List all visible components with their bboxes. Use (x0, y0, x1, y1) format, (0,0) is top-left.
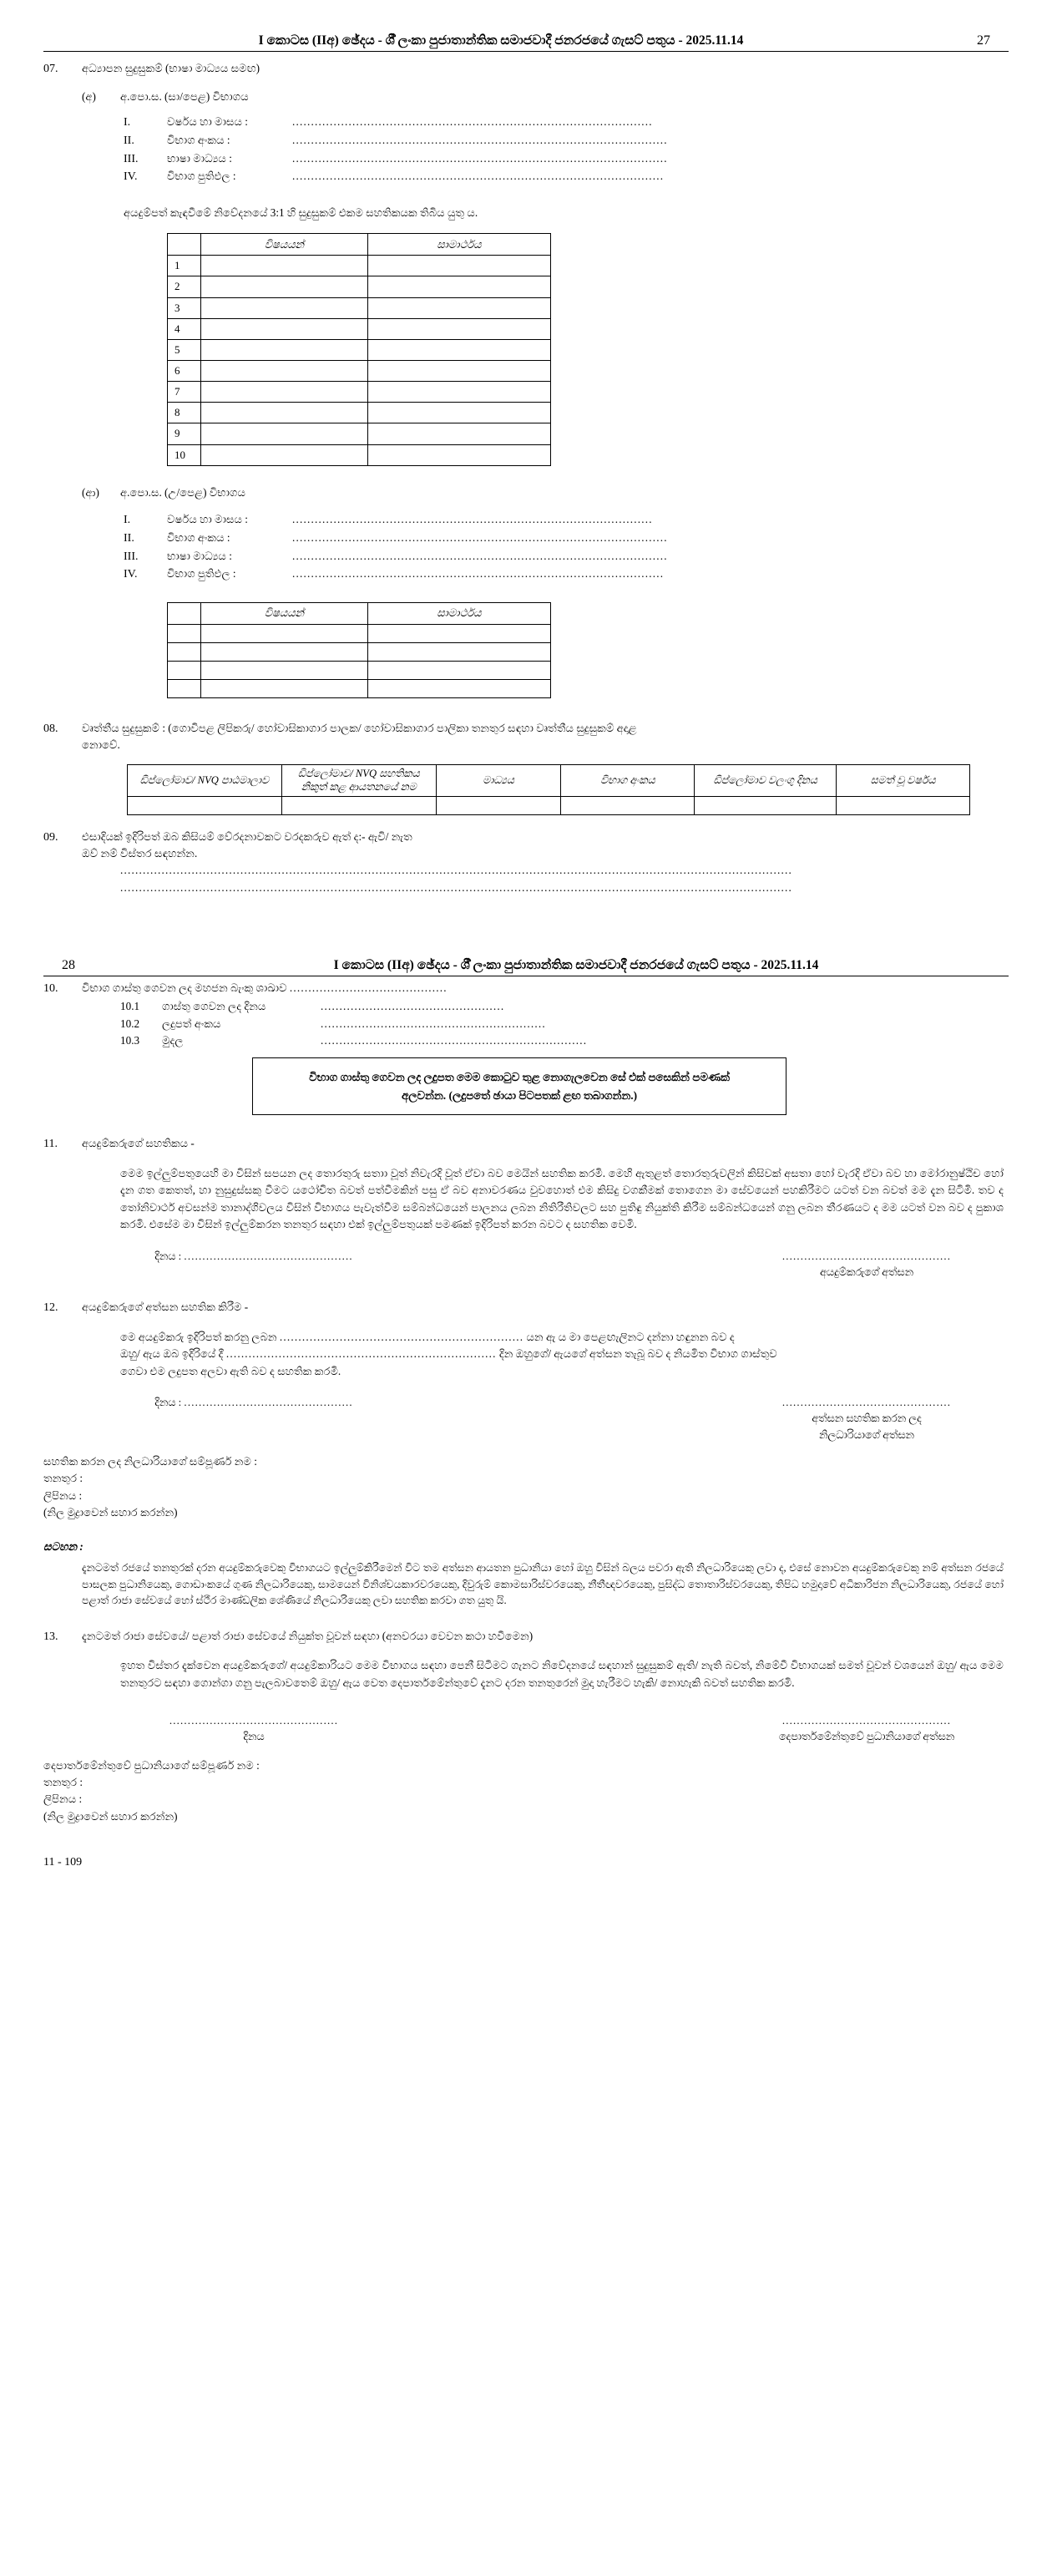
cell-issuing-institute[interactable] (281, 796, 436, 814)
cell-grade[interactable] (367, 361, 550, 382)
item-08 (43, 720, 1009, 754)
field-label: භාෂා මාධ්‍යය : (167, 549, 232, 562)
dept-head-address: ලිපිනය : (43, 1793, 83, 1806)
cell-exam-number[interactable] (561, 796, 695, 814)
sub-label: ගාස්තු ගෙවන ලද දිනය (162, 1000, 266, 1013)
sub-dots[interactable]: ................................................. (321, 1000, 505, 1013)
cell-diploma-course[interactable] (128, 796, 282, 814)
item-13-number: 13. (43, 1630, 58, 1643)
note-text: දැනටමත් රජයේ තනතුරක් දරන අයදුම්කරුවෙකු විභාගයට ඉල්ලුම්කිරීමෙන් විට තම අත්සන ආයතන පුධානියා හෝ ඔහු විසින් බලය පවරා ඇති නිලධාරියෙකු ලවා ද, එසේ නොවන අයදුම්කරුවෙකු නම් අත්සන රජයේ පාසලක පුධානියෙකු, ගොඩාංකයේ ගුණ නිලධාරියෙකු, සාමයෙන් විනිශ්චයකාරවරයෙකු, දිවුරුම් කොමසාරිස්වරයෙකු, නීතීඥවරයෙකු, පුසිද්ධ තොතාරිස්වරයෙකු, තිපිධ හමුදාවේ අධිකාරිජන නිලධාරියෙකු, රජයේ හෝ පළාත් රාජා සේවයේ හෝ ස්ථීර මාණ්ඩලික ශේණියේ නිලධාරියෙකු ලවා සහතික කරවා ගත යුතු යි. (82, 1562, 1004, 1607)
field-row (124, 114, 1009, 132)
table-row (168, 361, 551, 382)
th-issuing-institute: ඩිප්ලෝමාව/ NVQ සහතිකය නිකුත් කළ ආයතනයේ නම (281, 764, 436, 796)
cell-subject[interactable] (201, 679, 368, 697)
field-dotted-line[interactable]: .................................................................................................... (292, 133, 668, 146)
table-body (128, 796, 970, 814)
table-row (168, 624, 551, 642)
cell-subject[interactable] (201, 642, 368, 661)
table-row (168, 382, 551, 403)
table-row (168, 339, 551, 360)
item-12-line1 (120, 1329, 1009, 1346)
signature-dots[interactable]: .............................................. (781, 1715, 952, 1727)
date-dots[interactable]: .............................................. (184, 1250, 353, 1262)
th-medium: මාධ්‍යය (436, 764, 561, 796)
item-07-title: අධ්‍යාපන සුදුසුකම් (භාෂා මාධ්‍යය සමඟ) (82, 62, 260, 74)
row-index: 6 (168, 361, 201, 382)
item-12-number: 12. (43, 1301, 58, 1315)
item-10-sub (120, 1032, 1009, 1049)
field-numeral: IV. (124, 568, 138, 581)
item-13 (43, 1628, 1009, 1646)
row-index: 2 (168, 276, 201, 297)
signature-dots[interactable]: .............................................. (781, 1250, 952, 1262)
sub-label: ලදුපත් අංකය (162, 1017, 221, 1030)
sub-a-note: අයදුම්පත් කැඳවීමේ නිවේදනයේ 3:1 හි සුදුසුකම් එකම සහතිකයක තිබිය යුතු ය. (124, 205, 478, 219)
item-12-title: අයදුම්කරුගේ අත්සන සහතික කිරීම - (82, 1301, 249, 1314)
item-11-date-block (120, 1249, 387, 1280)
cell-subject[interactable] (201, 444, 368, 465)
date-dots[interactable]: .............................................. (184, 1397, 353, 1409)
cell-grade[interactable] (367, 276, 550, 297)
cell-grade[interactable] (367, 661, 550, 679)
cell-grade[interactable] (367, 297, 550, 318)
item-11-declaration: මෙම ඉල්ලුම්පතුයෙහි මා විසින් සපයන ලද තොරතුරු සතාා වූත් නිවැරදි වූත් ඒවා බව මෙයින් සහතික කරමි. මෙහි ඇතුළත් තොරතුරුවලින් කිසිවක් අසතා හෝ වැරදි ඒවා බව හා මෝරානුෂ්ඨිච හෝ දැන ගත කෙතත්, හා නුසුදුස්සකු වීමට යථෝචිත බවත් පත්වීමකින් පසු ඒ බව අනාවරණය වුවහොත් එම කිසිදු වගකීමක් තොගෙන මා සේවයෙන් පහකිරීමට යටත් වන බවත් මම දැන සිටිමි. තව ද තෝනිවාර්ථ අවසන්ම තානාද්ගිවලය විසින් විභාගය පැවැත්වීම සම්බන්ධයෙන් පාලනය ලබන නිතිරීතිවලට සහ පුතිඳු නියුක්ති කිරීම සම්බන්ධයෙන් ගනු ලබන තීරණයට ද මම යටත් වන බව ද පුකාශ කරමි. එසේම මා විසින් ඉල්ලුම්කරන තනතුර සඳහා එක් ඉල්ලුම්පතුයක් පමණක් ඉදිරිපත් කරන බවට ද සහතික වෙමි. (120, 1167, 1004, 1231)
row-index: 1 (168, 256, 201, 276)
cell-subject[interactable] (201, 403, 368, 423)
field-dotted-line[interactable]: ................................................................................................... (292, 567, 665, 581)
cell-valid-date[interactable] (695, 796, 837, 814)
row-index: 9 (168, 423, 201, 444)
field-numeral: II. (124, 134, 134, 147)
line2-suffix: දින ඔහුගේ/ ඇයගේ අත්සන තැබූ බව ද නියමිත විභාග ගාස්තුව (498, 1347, 777, 1361)
date-label: දිනය : (154, 1397, 182, 1409)
row-index[interactable] (168, 661, 201, 679)
cell-subject[interactable] (201, 361, 368, 382)
dept-head-rank: තනතුර : (43, 1776, 83, 1789)
certifying-officer-rank: තනතුර : (43, 1472, 83, 1485)
field-dotted-line[interactable]: ................................................................................................ (292, 115, 653, 129)
line2-prefix: ඔහු/ ඇය ඔබ ඉදිරියේ දී (120, 1347, 224, 1361)
th-exam-number: විභාග අංකය (561, 764, 695, 796)
table-al-subjects (167, 602, 551, 698)
table-body (168, 256, 551, 465)
item-07-sub-a (43, 89, 1009, 105)
row-index: 7 (168, 382, 201, 403)
table-body (168, 624, 551, 697)
item-10 (43, 980, 1009, 998)
cell-grade[interactable] (367, 339, 550, 360)
item-11-signature-block (733, 1249, 1000, 1280)
cell-subject[interactable] (201, 256, 368, 276)
th-valid-date: ඩිප්ලෝමාව වලංගු දිනය (695, 764, 837, 796)
th-grade: සාමාර්ථය (367, 602, 550, 624)
sub-a-fields (43, 114, 1009, 186)
th-subjects: විෂයයන් (201, 234, 368, 256)
field-row (124, 530, 1009, 548)
th-subjects: විෂයයන් (201, 602, 368, 624)
sub-b-title: අ.පො.ස. (උ/පෙළ) විභාගය (120, 485, 245, 499)
field-dotted-line[interactable]: .................................................................................................... (292, 549, 668, 562)
item-10-sub (120, 998, 1009, 1015)
field-label: විභාග අංකය : (167, 133, 230, 146)
table-header-row (168, 234, 551, 256)
field-row (124, 150, 1009, 169)
table-row (168, 423, 551, 444)
signature-caption-line2: නිලධාරියාගේ අත්සන (819, 1428, 914, 1441)
table-row (168, 642, 551, 661)
field-numeral: I. (124, 116, 131, 129)
header-title: I කොටස (IIඅ) ඡේදය - ශී් ලංකා පුජාතාන්තික සමාජවාදී ජනරජයේ ගැසට් පතුය - 2025.11.14 (258, 33, 744, 48)
field-row (124, 168, 1009, 186)
field-dotted-line[interactable]: ................................................................................................... (292, 170, 665, 183)
sub-a-marker: (අ) (82, 89, 96, 103)
cell-passed-year[interactable] (837, 796, 970, 814)
item-07 (43, 60, 1009, 79)
certifying-officer-seal: (නිල මුද්‍රාවෙන් සහාර කරන්න) (43, 1506, 178, 1519)
table-row (168, 444, 551, 465)
row-index: 5 (168, 339, 201, 360)
field-numeral: I. (124, 514, 131, 527)
th-passed-year: සමත් වූ වර්ෂය (837, 764, 970, 796)
row-index: 3 (168, 297, 201, 318)
item-12-line2 (120, 1346, 1009, 1362)
item-07-number: 07. (43, 63, 58, 75)
item-12-line3: ගෙවා එම ලදුපත අලවා ඇති බව ද සහතික කරමි. (120, 1364, 341, 1377)
dept-head-name: දෙපාර්තමේන්තුවේ පුධානියාගේ සම්පූර්ණ නම : (43, 1758, 260, 1772)
field-row (124, 565, 1009, 584)
field-label: විභාග පුතිඵල : (167, 170, 236, 183)
item-09-dots-2[interactable]: ................................................................................................................................................................................... (120, 880, 792, 894)
footer-code: 11 - 109 (43, 1856, 83, 1869)
note-label: සටහන : (43, 1539, 83, 1553)
item-09-line1: එසාදියක් ඉදිරිපත් ඔබ කිසියම් වේරදනාවකට වරදකරුව ඇත් ද:- ඇවි/ නැත (82, 829, 412, 843)
cell-grade[interactable] (367, 256, 550, 276)
item-09-line2: ඔව් නම් විස්තර සඳහන්න. (82, 847, 198, 860)
date-label: දිනය : (154, 1250, 182, 1262)
row-index: 8 (168, 403, 201, 423)
cell-subject[interactable] (201, 339, 368, 360)
item-13-signature-block (733, 1713, 1000, 1745)
item-09-dots-1[interactable]: ................................................................................................................................................................................... (120, 864, 792, 877)
line1-prefix: මෙ අයදුම්කරු ඉදිරිපත් කරනු ලබන (120, 1330, 277, 1343)
cell-subject[interactable] (201, 276, 368, 297)
item-08-text-line1: වෘත්තීය සුදුසුකම් : (ගොවිපළ ලිපිකරු/ හෝවාසිකාගාර පාලක/ හෝවාසිකාගාර පාලිකා තනතුර සඳහා වෘත්තීය සුදුසුකම් අදාළ (82, 721, 637, 734)
item-08-text-line2: නොවේ. (82, 738, 120, 752)
item-10-label: විභාග ගාස්තු ගෙවන ලද මහජන බැංකු ශාඛාව (82, 981, 287, 995)
field-dotted-line[interactable]: .................................................................................................... (292, 151, 668, 165)
item-07-sub-b (43, 484, 1009, 501)
cell-grade[interactable] (367, 624, 550, 642)
certifying-officer-name: සහතික කරන ලද නිලධාරියාගේ සම්පූර්ණ නම : (43, 1454, 257, 1468)
field-numeral: III. (124, 152, 139, 165)
cell-medium[interactable] (436, 796, 561, 814)
table-row (168, 403, 551, 423)
field-numeral: IV. (124, 170, 138, 184)
table-row (168, 297, 551, 318)
field-numeral: II. (124, 531, 134, 545)
page-number-28: 28 (62, 958, 75, 973)
receipt-note-line2: අලවන්න. (ලදුපතේ ඡායා පිටපතක් ළඟ තබාගන්න.) (401, 1088, 638, 1102)
certifying-officer-address: ලිපිනය : (43, 1488, 83, 1502)
item-11-number: 11. (43, 1138, 58, 1151)
cell-grade[interactable] (367, 382, 550, 403)
cell-subject[interactable] (201, 297, 368, 318)
cell-grade[interactable] (367, 423, 550, 444)
table-row (168, 318, 551, 339)
item-13-title: දැනටමත් රාජා සේවයේ/ පළාත් රාජා සේවයේ නියුක්ත වූවන් සඳහා (අනවරයා වෙවන කථා හවීමෙන) (82, 1629, 534, 1642)
item-11-title: අයදුම්කරුගේ සහතිකය - (82, 1137, 195, 1150)
th-diploma-course: ඩිප්ලෝමාව/ NVQ පාඨමාලාව (128, 764, 282, 796)
field-numeral: III. (124, 550, 139, 563)
sub-b-fields (43, 511, 1009, 584)
field-dotted-line[interactable]: .................................................................................................... (292, 530, 668, 544)
date-caption: දිනය (243, 1731, 265, 1743)
field-row (124, 132, 1009, 150)
receipt-note-line1: විභාග ගාස්තු ගෙවන ලද ලදුපත මෙම කොටුව තුළ නොගැලවෙන සේ එක් පසෙකින් පමණක් (309, 1071, 730, 1084)
field-label: භාෂා මාධ්‍යය : (167, 151, 232, 165)
cell-grade[interactable] (367, 679, 550, 697)
field-label: විභාග පුතිඵල : (167, 567, 236, 581)
item-13-declaration: ඉහත විස්තර දැක්වෙන අයදුම්කරුගේ/ අයදුම්කාරියට මෙම විභාගය සඳහා පෙනී සිටීමට ගැනට නිවේදනයේ සඳහාන් සුදුසුකම් ඇති/ නැති බවත්, නිමේවී විභාගයක් සමත් වූවන් වශයෙන් ඔහු/ ඇය මෙම තනතුරට සඳහා ගොන්ගා ගනු පැලබාවතෙම් ඔහු/ ඇය වෙත දෙපාර්තමේන්තුවේ දැනට දරන තනතුරෙන් මුදා හැරීමට හැකි/ නොහැකි බවත් සහතික කරමි. (120, 1659, 1004, 1689)
signature-caption: අයදුම්කරුගේ අත්සන (820, 1266, 913, 1278)
line2-blank[interactable]: ........................................................................ (225, 1347, 497, 1361)
sub-a-title: අ.පො.ස. (සා/පෙළ) විභාගය (120, 89, 249, 103)
th-grade: සාමාර්ථය (367, 234, 550, 256)
cell-grade[interactable] (367, 403, 550, 423)
table-header-row (128, 764, 970, 796)
date-dots[interactable]: .............................................. (169, 1715, 339, 1727)
row-index: 10 (168, 444, 201, 465)
field-row (124, 511, 1009, 530)
row-index[interactable] (168, 624, 201, 642)
table-row (128, 796, 970, 814)
table-ol-subjects (167, 233, 551, 465)
field-label: වර්ෂය හා මාසය : (167, 115, 248, 129)
field-label: වර්ෂය හා මාසය : (167, 513, 248, 526)
cell-grade[interactable] (367, 444, 550, 465)
row-index[interactable] (168, 642, 201, 661)
table-row (168, 679, 551, 697)
header-title-28: I කොටස (IIඅ) ඡේදය - ශී් ලංකා පුජාතාන්තික සමාජවාදී ජනරජයේ ගැසට් පතුය - 2025.11.14 (333, 958, 819, 973)
item-10-dots[interactable]: .......................................... (289, 981, 448, 995)
row-index[interactable] (168, 679, 201, 697)
field-dotted-line[interactable]: ................................................................................................ (292, 513, 653, 526)
item-13-date-block (120, 1713, 387, 1745)
item-12-body (43, 1329, 1009, 1380)
cell-grade[interactable] (367, 642, 550, 661)
cell-subject[interactable] (201, 382, 368, 403)
item-10-number: 10. (43, 982, 58, 996)
cell-subject[interactable] (201, 318, 368, 339)
sub-number: 10.3 (120, 1033, 140, 1047)
item-12 (43, 1299, 1009, 1317)
field-row (124, 548, 1009, 566)
dept-head-seal: (නිල මුද්‍රාවෙන් සහාර කරන්න) (43, 1809, 178, 1823)
cell-subject[interactable] (201, 661, 368, 679)
sub-label: මුදල (162, 1033, 184, 1047)
th-index (168, 602, 201, 624)
item-12-date-block (120, 1395, 387, 1443)
field-label: විභාග අංකය : (167, 530, 230, 544)
table-row (168, 661, 551, 679)
running-header-27 (0, 33, 1052, 48)
line1-suffix: යන ඇ ය මා පෙළඟැලිනට දන්නා හඳුනන බව ද (526, 1330, 735, 1343)
table-header-row (168, 602, 551, 624)
line1-blank[interactable]: ................................................................. (279, 1330, 524, 1343)
sub-number: 10.1 (120, 1000, 140, 1013)
page-number-27: 27 (977, 33, 990, 48)
th-index (168, 234, 201, 256)
receipt-paste-box (252, 1057, 786, 1115)
signature-caption: දෙපාර්තමේන්තුවේ පුධානියාගේ අත්සන (778, 1731, 955, 1743)
item-09-number: 09. (43, 830, 58, 844)
sub-number: 10.2 (120, 1017, 140, 1030)
item-11 (43, 1135, 1009, 1154)
signature-dots[interactable]: .............................................. (781, 1397, 952, 1409)
row-index: 4 (168, 318, 201, 339)
cell-subject[interactable] (201, 624, 368, 642)
item-09 (43, 829, 1009, 863)
table-row (168, 256, 551, 276)
item-08-number: 08. (43, 722, 58, 735)
item-10-subitems (43, 998, 1009, 1049)
cell-subject[interactable] (201, 423, 368, 444)
running-header-28 (0, 958, 1052, 973)
signature-caption-line1: අත්සන සහතික කරන ලද (812, 1412, 922, 1425)
table-vocational-qualifications (127, 764, 970, 815)
sub-dots[interactable]: ....................................................................... (321, 1033, 588, 1047)
sub-b-marker: (ආ) (82, 485, 99, 499)
sub-dots[interactable]: ............................................................ (321, 1017, 546, 1030)
item-12-signature-block (733, 1395, 1000, 1443)
table-row (168, 276, 551, 297)
cell-grade[interactable] (367, 318, 550, 339)
item-10-sub (120, 1016, 1009, 1032)
